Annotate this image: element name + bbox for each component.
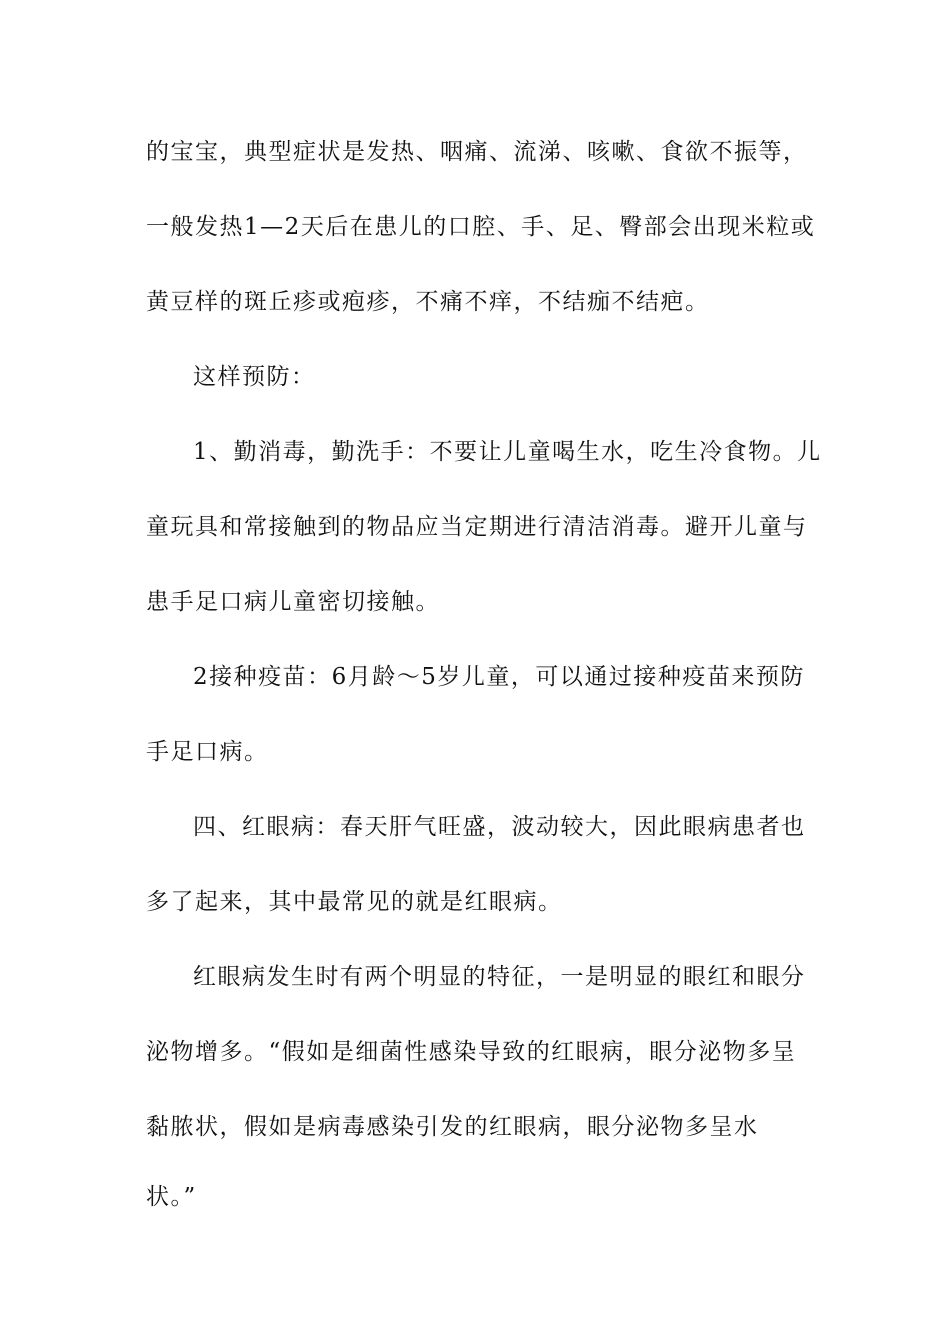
- text-line: 2接种疫苗：6月龄～5岁儿童，可以通过接种疫苗来预防: [193, 664, 805, 690]
- text-line: 泌物增多。“假如是细菌性感染导致的红眼病，眼分泌物多呈: [146, 1039, 797, 1065]
- text-line: 红眼病发生时有两个明显的特征，一是明显的眼红和眼分: [193, 964, 806, 990]
- text-line: 状。”: [146, 1184, 197, 1210]
- text-line: 童玩具和常接触到的物品应当定期进行清洁消毒。避开儿童与: [146, 514, 808, 540]
- text-line: 四、红眼病：春天肝气旺盛，波动较大，因此眼病患者也: [193, 814, 806, 840]
- text-line: 黏脓状，假如是病毒感染引发的红眼病，眼分泌物多呈水: [146, 1114, 759, 1140]
- text-line: 手足口病。: [146, 739, 269, 765]
- text-line: 黄豆样的斑丘疹或疱疹，不痛不痒，不结痂不结疤。: [146, 289, 710, 315]
- text-line: 患手足口病儿童密切接触。: [146, 589, 440, 615]
- text-line: 1、勤消毒，勤洗手：不要让儿童喝生水，吃生冷食物。儿: [193, 439, 822, 465]
- text-line: 一般发热1—2天后在患儿的口腔、手、足、臀部会出现米粒或: [146, 214, 816, 240]
- text-line: 的宝宝，典型症状是发热、咽痛、流涕、咳嗽、食欲不振等，: [146, 139, 808, 165]
- section-heading: 这样预防：: [193, 364, 316, 390]
- text-line: 多了起来，其中最常见的就是红眼病。: [146, 889, 563, 915]
